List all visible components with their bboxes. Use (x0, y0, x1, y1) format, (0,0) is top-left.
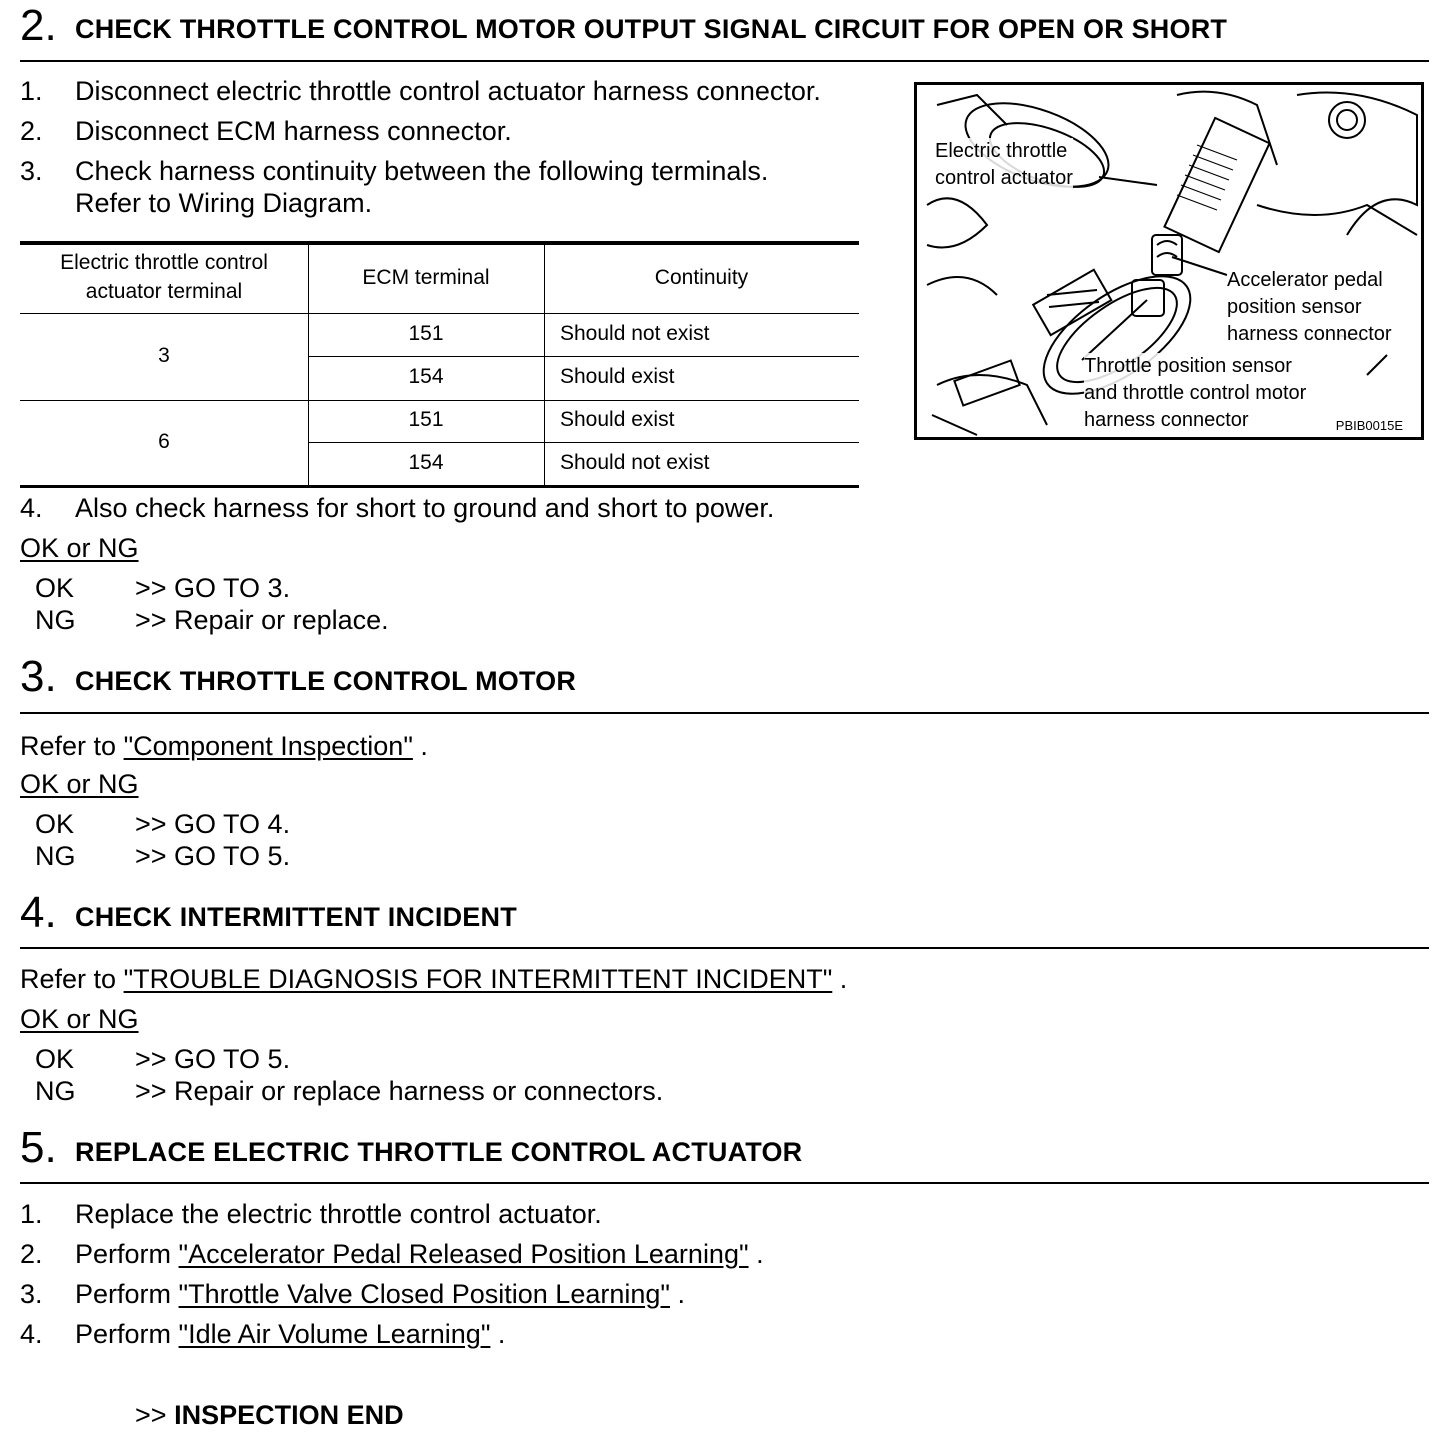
perform-suffix: . (677, 1279, 686, 1309)
step-title: CHECK THROTTLE CONTROL MOTOR (75, 666, 577, 696)
perform-suffix: . (497, 1319, 506, 1349)
step-number: 4. (20, 888, 57, 937)
table-header-continuity: Continuity (654, 266, 749, 289)
ok-label: OK (35, 1044, 75, 1074)
inspection-end-text: INSPECTION END (174, 1400, 404, 1430)
figure-label-throttle-position-sensor (1084, 353, 1306, 434)
step-number: 2. (20, 1, 57, 50)
list-item-text: Also check harness for short to ground and short to power. (75, 493, 775, 523)
continuity-table (20, 241, 859, 488)
ok-result: >> GO TO 3. (135, 573, 291, 603)
table-cell-ecm: 151 (408, 408, 444, 431)
table-cell-actuator: 3 (158, 344, 170, 367)
section-divider (20, 947, 1429, 949)
list-item-number: 1. (20, 76, 43, 106)
figure-label-line: Accelerator pedal (1227, 269, 1383, 291)
step-number: 3. (20, 652, 57, 701)
list-item-text: Check harness continuity between the following terminals. (75, 156, 769, 186)
figure-label-line: control actuator (935, 167, 1073, 189)
perform-prefix: Perform (75, 1279, 172, 1309)
table-cell-ecm: 151 (408, 322, 444, 345)
refer-prefix: Refer to (20, 731, 117, 761)
list-item-number: 3. (20, 1279, 43, 1309)
figure-code: PBIB0015E (1335, 418, 1403, 433)
step-number: 5. (20, 1123, 57, 1172)
perform-prefix: Perform (75, 1319, 172, 1349)
list-item-number: 2. (20, 1239, 43, 1269)
list-item-number: 4. (20, 1319, 43, 1349)
table-top-border (20, 241, 859, 245)
table-header-divider (20, 313, 859, 314)
perform-suffix: . (756, 1239, 764, 1269)
ok-result: >> GO TO 4. (135, 809, 291, 839)
refer-line (20, 730, 428, 762)
figure-label-line: Throttle position sensor (1084, 355, 1292, 377)
ng-result: >> Repair or replace. (135, 605, 389, 635)
ng-result: >> GO TO 5. (135, 841, 291, 871)
table-header-actuator (20, 248, 308, 306)
table-row-divider (308, 356, 859, 357)
figure-label-line: position sensor (1227, 296, 1362, 318)
list-item-text (75, 1318, 505, 1350)
inspection-end (135, 1399, 404, 1431)
intermittent-incident-link[interactable]: "TROUBLE DIAGNOSIS FOR INTERMITTENT INCIDENT" (123, 964, 833, 994)
table-row-divider (20, 400, 859, 401)
accelerator-pedal-learning-link[interactable]: "Accelerator Pedal Released Position Learning" (178, 1239, 749, 1269)
ok-or-ng-label: OK or NG (20, 1004, 139, 1034)
table-bottom-border (20, 485, 859, 488)
ok-label: OK (35, 809, 75, 839)
perform-prefix: Perform (75, 1239, 172, 1269)
component-inspection-link[interactable]: "Component Inspection" (123, 731, 413, 761)
header-line: Electric throttle control (60, 251, 268, 274)
header-line: actuator terminal (85, 280, 243, 303)
table-header-ecm: ECM terminal (362, 266, 490, 289)
table-cell-continuity: Should not exist (560, 451, 710, 474)
section-divider (20, 712, 1429, 714)
table-cell-actuator: 6 (158, 430, 170, 453)
figure-label-line: harness connector (1227, 323, 1392, 345)
ng-result: >> Repair or replace harness or connectors. (135, 1076, 664, 1106)
refer-suffix: . (839, 964, 848, 994)
table-cell-continuity: Should exist (560, 408, 675, 431)
ok-result: >> GO TO 5. (135, 1044, 291, 1074)
inspection-end-prefix: >> (135, 1400, 167, 1430)
table-cell-continuity: Should exist (560, 365, 675, 388)
figure-label-line: harness connector (1084, 409, 1249, 431)
refer-suffix: . (420, 731, 428, 761)
list-item-number: 1. (20, 1199, 43, 1229)
list-item-number: 4. (20, 493, 43, 523)
step-title: REPLACE ELECTRIC THROTTLE CONTROL ACTUATOR (75, 1137, 803, 1167)
list-item-text (75, 1278, 685, 1310)
list-item-text: Disconnect ECM harness connector. (75, 116, 512, 146)
step-title: CHECK INTERMITTENT INCIDENT (75, 902, 517, 932)
section-divider (20, 60, 1429, 62)
list-item-text-continued: Refer to Wiring Diagram. (75, 188, 373, 218)
list-item-text: Replace the electric throttle control actuator. (75, 1199, 602, 1229)
table-cell-ecm: 154 (408, 365, 444, 388)
list-item-text (75, 1238, 764, 1270)
throttle-valve-learning-link[interactable]: "Throttle Valve Closed Position Learning" (178, 1279, 670, 1309)
table-row-divider (308, 442, 859, 443)
table-cell-continuity: Should not exist (560, 322, 710, 345)
list-item-number: 3. (20, 156, 43, 186)
ok-or-ng-label: OK or NG (20, 533, 139, 563)
list-item-number: 2. (20, 116, 43, 146)
figure-label-actuator (935, 138, 1073, 192)
ng-label: NG (35, 1076, 76, 1106)
table-cell-ecm: 154 (408, 451, 444, 474)
component-location-figure (914, 82, 1424, 440)
refer-prefix: Refer to (20, 964, 117, 994)
section-divider (20, 1182, 1429, 1184)
figure-label-line: Electric throttle (935, 140, 1068, 162)
step-title: CHECK THROTTLE CONTROL MOTOR OUTPUT SIGNAL CIRCUIT FOR OPEN OR SHORT (75, 14, 1228, 44)
figure-label-accelerator-pedal-sensor (1227, 267, 1392, 348)
ng-label: NG (35, 605, 76, 635)
figure-label-line: and throttle control motor (1084, 382, 1307, 404)
idle-air-volume-learning-link[interactable]: "Idle Air Volume Learning" (178, 1319, 491, 1349)
refer-line (20, 963, 847, 995)
ng-label: NG (35, 841, 76, 871)
list-item-text: Disconnect electric throttle control actuator harness connector. (75, 76, 821, 106)
ok-label: OK (35, 573, 75, 603)
ok-or-ng-label: OK or NG (20, 769, 139, 799)
